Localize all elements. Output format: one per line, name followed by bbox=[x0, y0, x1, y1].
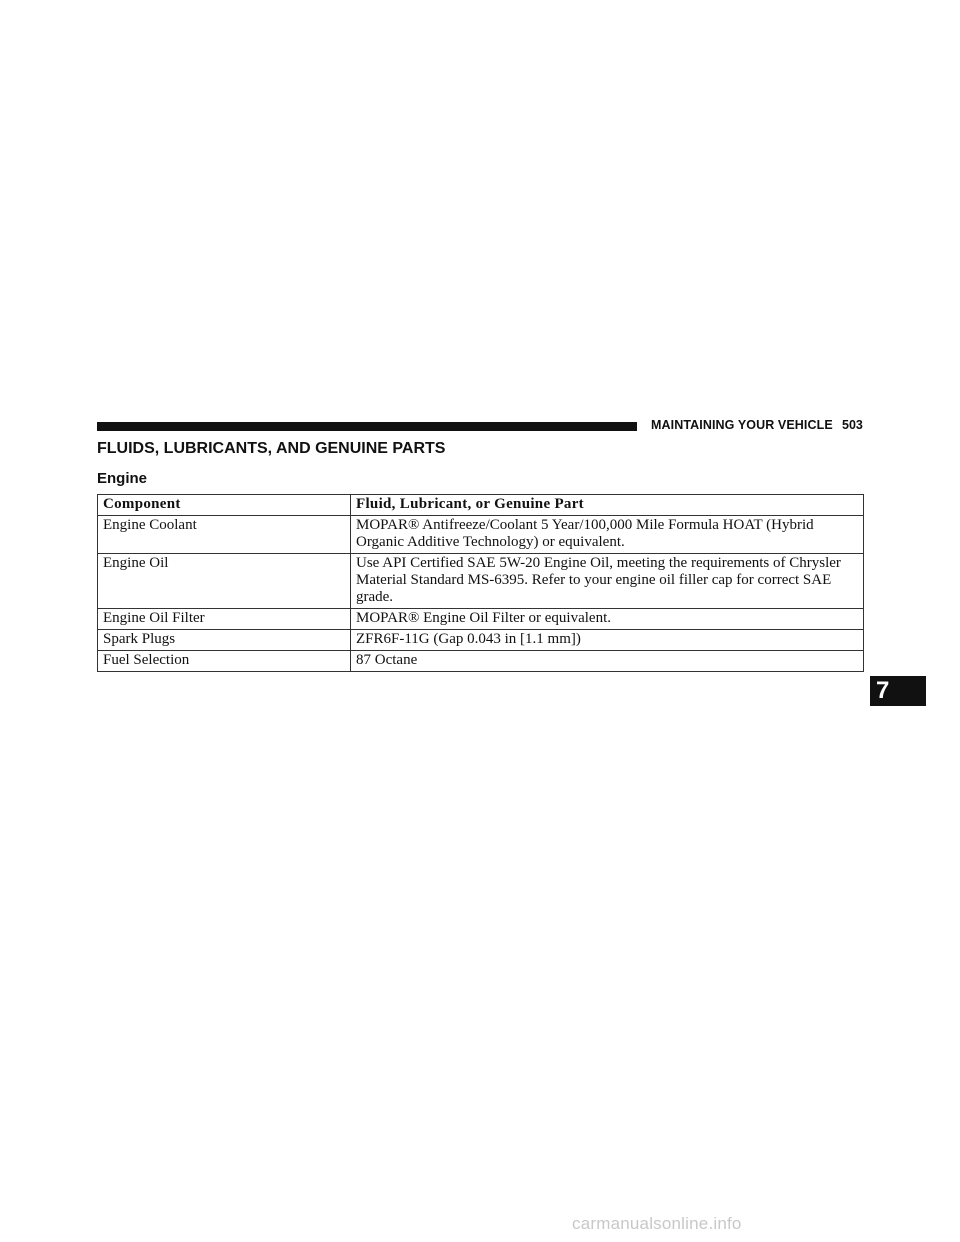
page-number: 503 bbox=[842, 418, 863, 432]
fluid-cell: MOPAR® Engine Oil Filter or equivalent. bbox=[351, 609, 864, 630]
fluid-cell: MOPAR® Antifreeze/Coolant 5 Year/100,000 Mile Formula HOAT (Hybrid Organic Additive Technology) or equivalent. bbox=[351, 516, 864, 554]
table-row bbox=[98, 630, 864, 651]
table-header-row bbox=[98, 495, 864, 516]
component-cell: Spark Plugs bbox=[98, 630, 351, 651]
table-row bbox=[98, 609, 864, 630]
section-title: FLUIDS, LUBRICANTS, AND GENUINE PARTS bbox=[97, 440, 446, 457]
column-header-component: Component bbox=[98, 495, 351, 516]
component-cell: Engine Coolant bbox=[98, 516, 351, 554]
table-row bbox=[98, 516, 864, 554]
watermark: carmanualsonline.info bbox=[572, 1214, 742, 1233]
chapter-tab: 7 bbox=[870, 676, 926, 706]
subsection-title: Engine bbox=[97, 470, 148, 487]
running-header-section: MAINTAINING YOUR VEHICLE bbox=[651, 418, 833, 432]
fluid-cell: Use API Certified SAE 5W-20 Engine Oil, meeting the requirements of Chrysler Material Standard MS-6395. Refer to your engine oil filler cap for correct SAE grade. bbox=[351, 554, 864, 609]
component-cell: Engine Oil bbox=[98, 554, 351, 609]
fluid-cell: 87 Octane bbox=[351, 651, 864, 672]
header-rule bbox=[97, 422, 637, 431]
column-header-fluid: Fluid, Lubricant, or Genuine Part bbox=[351, 495, 864, 516]
component-cell: Engine Oil Filter bbox=[98, 609, 351, 630]
table-row bbox=[98, 554, 864, 609]
table-row bbox=[98, 651, 864, 672]
engine-fluids-table bbox=[97, 494, 864, 672]
fluid-cell: ZFR6F-11G (Gap 0.043 in [1.1 mm]) bbox=[351, 630, 864, 651]
component-cell: Fuel Selection bbox=[98, 651, 351, 672]
